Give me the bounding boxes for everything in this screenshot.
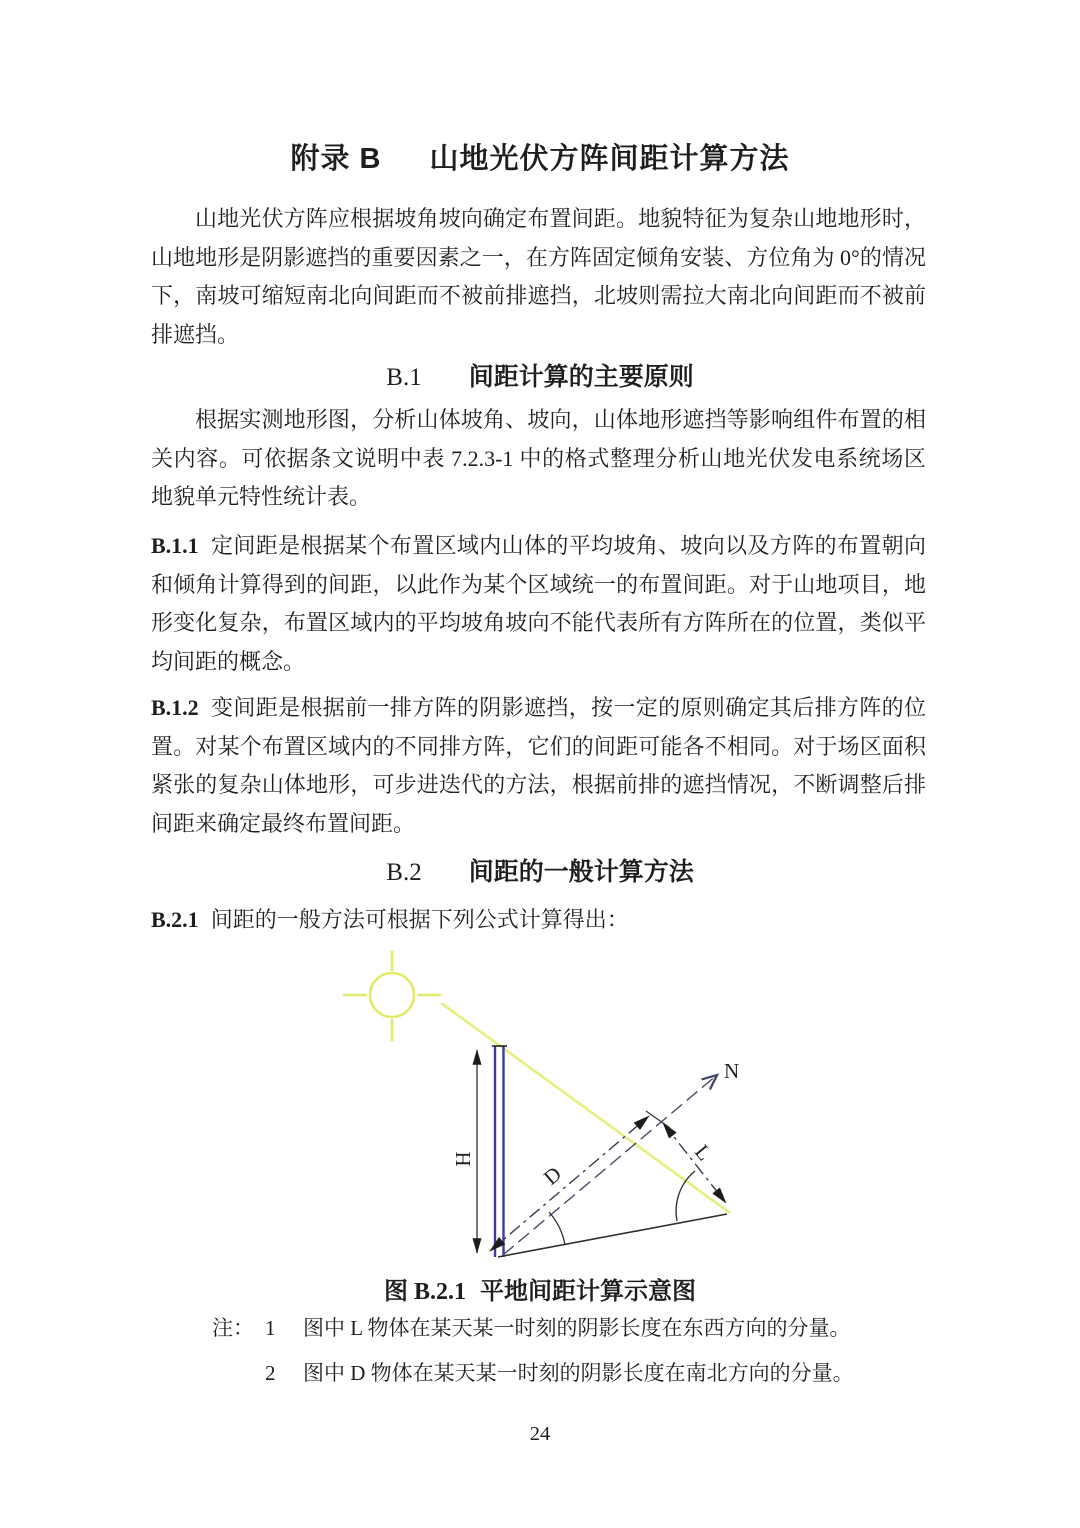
note-prefix: 注： [212,1316,254,1340]
figure-caption-label: 图 B.2.1 [383,1279,466,1305]
intro-paragraph: 山地光伏方阵应根据坡角坡向确定布置间距。地貌特征为复杂山地地形时，山地地形是阴影遮挡的重要因素之一，在方阵固定倾角安装、方位角为 0°的情况下，南坡可缩短南北向间距而不被前排遮挡，北坡则需拉大南北向间距而不被前排遮挡。 [151,206,926,347]
appendix-label: 附录 B [290,143,382,175]
sun-icon [343,951,441,1041]
figure-note-2 [212,1358,952,1388]
section-title-b2: 间距的一般计算方法 [468,858,694,886]
object-pole [492,1046,507,1257]
north-label: N [724,1059,740,1083]
spacing-diagram-figure [320,945,760,1277]
clause-b11-text: 定间距是根据某个布置区域内山体的平均坡角、坡向以及方阵的布置朝向和倾角计算得到的间距，以此作为某个区域统一的布置间距。对于山地项目，地形变化复杂，布置区域内的平均坡角坡向不能代表所有方阵所在的位置，类似平均间距的概念。 [151,533,926,674]
note-2-number: 2 [265,1361,276,1385]
angle-arc-shadow [676,1171,695,1221]
angle-arc-base [549,1212,565,1245]
l-dimension-line [663,1123,726,1203]
note-1-number: 1 [265,1316,276,1340]
north-direction-line [503,1075,717,1255]
section-title-b1: 间距计算的主要原则 [468,363,694,391]
section-number-b2: B.2 [386,859,422,886]
figure-caption [0,1276,1080,1308]
l-label: L [690,1139,717,1166]
section-heading-b2 [0,855,1080,890]
section-heading-b1 [0,360,1080,395]
sun-ray-line [441,1003,730,1213]
note-1-text: 图中 L 物体在某天某一时刻的阴影长度在东西方向的分量。 [303,1316,851,1340]
note-2-text: 图中 D 物体在某天某一时刻的阴影长度在南北方向的分量。 [303,1361,854,1385]
spacing-diagram [320,945,760,1277]
clause-b11-label: B.1.1 [151,533,199,558]
clause-b11 [151,527,926,681]
page-title [0,139,1080,179]
ground-line [498,1214,727,1257]
clause-b12 [151,689,926,843]
clause-b12-text: 变间距是根据前一排方阵的阴影遮挡，按一定的原则确定其后排方阵的位置。对某个布置区域内的不同排方阵，它们的间距可能各不相同。对于场区面积紧张的复杂山体地形，可步进迭代的方法，根据前排的遮挡情况，不断调整后排间距来确定最终布置间距。 [151,695,926,836]
page-number: 24 [529,1423,551,1445]
figure-note-1 [212,1313,952,1343]
figure-caption-text: 平地间距计算示意图 [480,1278,696,1305]
appendix-title: 山地光伏方阵间距计算方法 [429,143,790,175]
d-label: D [538,1161,567,1190]
clause-b21-text: 间距的一般方法可根据下列公式计算得出： [210,907,629,932]
section-b1-paragraph: 根据实测地形图，分析山体坡角、坡向，山体地形遮挡等影响组件布置的相关内容。可依据条文说明中表 7.2.3-1 中的格式整理分析山地光伏发电系统场区地貌单元特性统计表。 [151,407,926,509]
clause-b21-label: B.2.1 [151,907,199,932]
section-number-b1: B.1 [386,364,422,391]
clause-b21 [151,901,926,940]
clause-b12-label: B.1.2 [151,695,199,720]
height-label: H [451,1151,475,1167]
